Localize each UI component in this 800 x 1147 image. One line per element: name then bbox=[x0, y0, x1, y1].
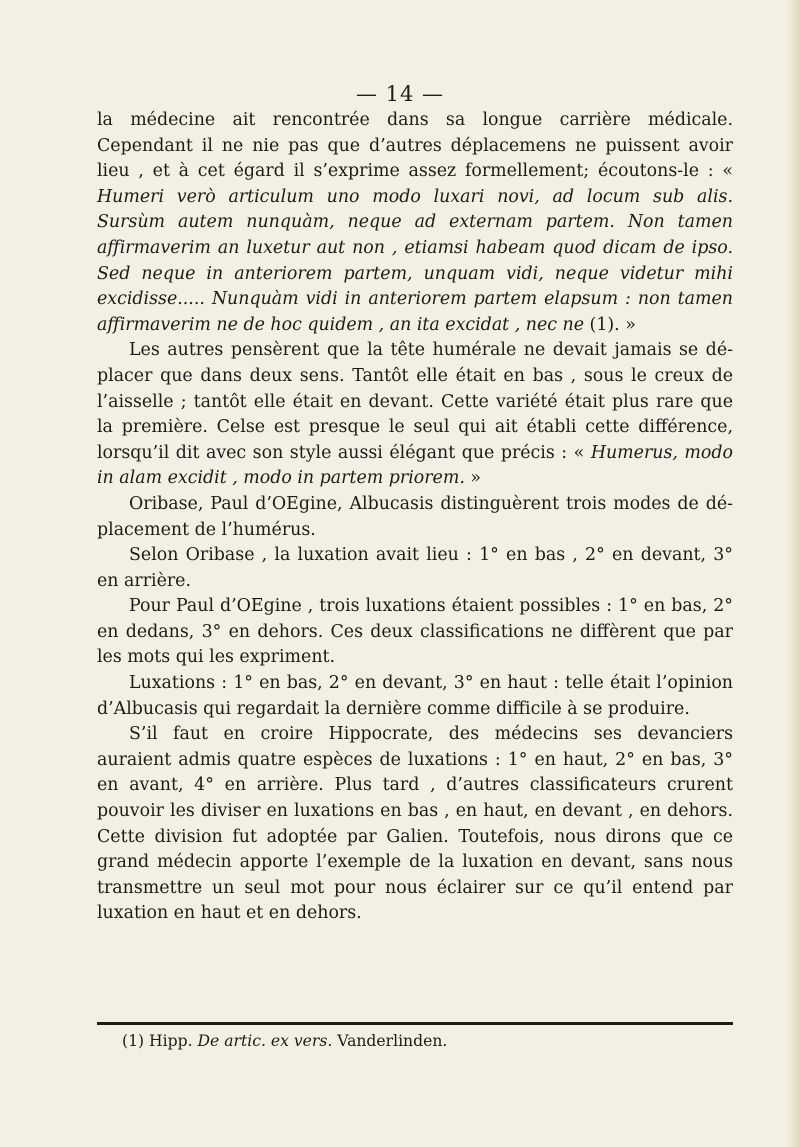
celsus-quotation: Humerus, modo in alam excidit , modo in partem priorem. bbox=[97, 442, 733, 489]
paragraph-5: Pour Paul d’OEgine , trois luxations étaient possibles : 1° en bas, 2° en dedans, 3° en dehors. Ces deux classifications ne diffèrent que par les mots qui les expriment. bbox=[97, 596, 733, 668]
page-edge-shadow bbox=[786, 0, 800, 1147]
latin-quotation: Humeri verò articulum uno modo luxari novi, ad locum sub alis. Sursùm autem nunquàm, neque ad externam partem. Non tamen affirmaverim an luxetur aut non , etiamsi habeam quod dicam de ipso. Sed neque in anteriorem partem, unquam vidi, neque videtur mihi excidisse..... Nunquàm vidi in anteriorem partem elapsum : non tamen affirmaverim ne de hoc quidem , an ita excidat , nec ne bbox=[97, 186, 733, 335]
paragraph-1: la médecine ait rencontrée dans sa longue carrière médicale. Cependant il ne nie pas que d’autres déplacemens ne puissent avoir lieu , et à cet égard il s’exprime assez formellement; écoutons-le : « Humeri verò articulum uno modo luxari novi, ad locum sub alis. Sursùm autem nunquàm, neque ad externam partem. Non tamen affirmaverim an luxetur aut non , etiamsi habeam quod dicam de ipso. Sed neque in anteriorem partem, unquam vidi, neque videtur mihi excidisse..... Nunquàm vidi in anteriorem partem elapsum : non tamen affirmaverim ne de hoc quidem , an ita excidat , nec ne (1). » bbox=[97, 110, 733, 335]
paragraph-7: S’il faut en croire Hippocrate, des médecins ses devanciers auraient admis quatre espèces de luxations : 1° en haut, 2° en bas, 3° en avant, 4° en arrière. Plus tard , d’autres classificateurs crurent pouvoir les diviser en luxations en bas , en haut, en devant , en dehors. Cette division fut adoptée par Galien. Toutefois, nous dirons que ce grand médecin apporte l’exemple de la luxation en devant, sans nous transmettre un seul mot pour nous éclairer sur ce qu’il entend par luxation en haut et en dehors. bbox=[97, 724, 733, 924]
paragraph-2: Les autres pensèrent que la tête humérale ne devait jamais se dé-placer que dans deux sens. Tantôt elle était en bas , sous le creux de l’aisselle ; tantôt elle était en devant. Cette variété était plus rare que la première. Celse est presque le seul qui ait établi cette différence, lorsqu’il dit avec son style aussi élégant que précis : « Humerus, modo in alam excidit , modo in partem priorem. » bbox=[97, 340, 733, 489]
footnote: (1) Hipp. De artic. ex vers. Vanderlinden. bbox=[122, 1032, 448, 1050]
paragraph-6: Luxations : 1° en bas, 2° en devant, 3° en haut : telle était l’opinion d’Albucasis qui regardait la dernière comme difficile à se produire. bbox=[97, 673, 733, 719]
page-number-header: — 14 — bbox=[355, 82, 445, 106]
body-text bbox=[97, 108, 733, 927]
paragraph-3: Oribase, Paul d’OEgine, Albucasis distinguèrent trois modes de dé-placement de l’humérus. bbox=[97, 493, 733, 540]
paragraph-4: Selon Oribase , la luxation avait lieu : 1° en bas , 2° en devant, 3° en arrière. bbox=[97, 545, 733, 591]
footnote-divider bbox=[97, 1022, 733, 1025]
